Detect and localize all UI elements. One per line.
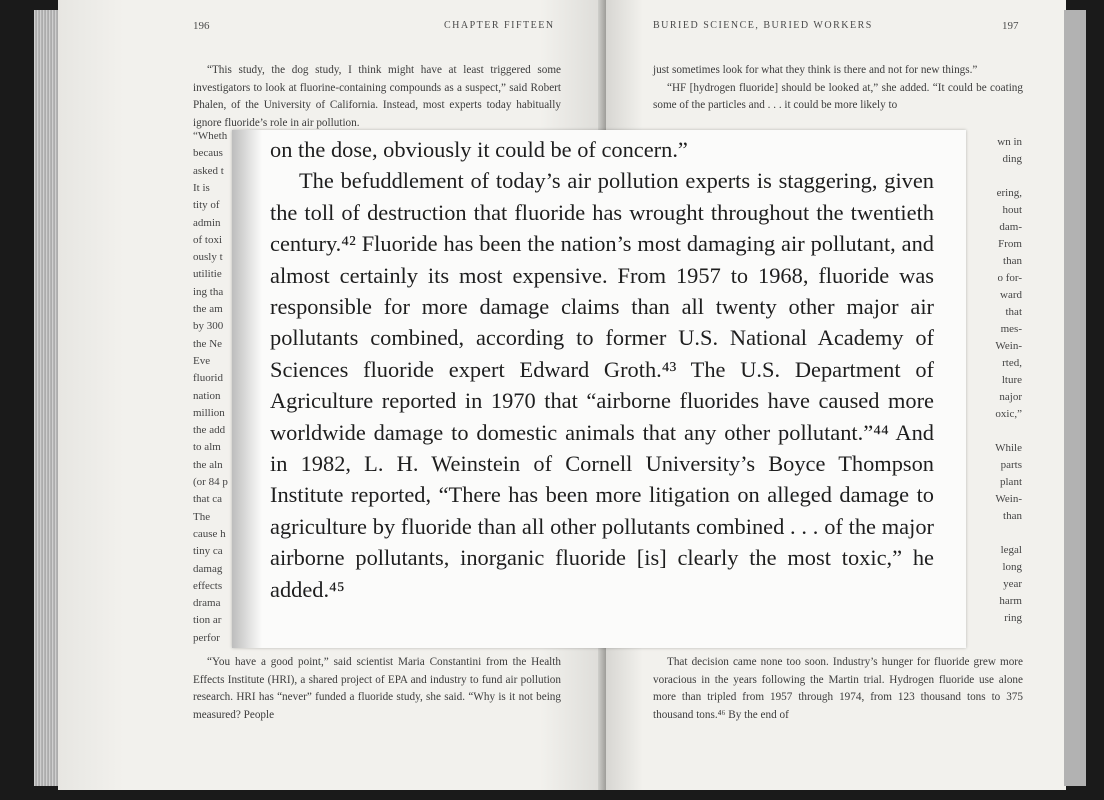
margin-fragment: ding [1002,153,1022,165]
margin-fragment: The [193,510,211,523]
left-bottom-paragraph: “You have a good point,” said scientist Maria Constantini from the Health Effects Institute (HRI), a shared project of EPA and industry to fund air pollution research. HRI has “never” funded a fluoride study, she said. “Why is it not being measured? People [193,656,561,721]
margin-fragment: by 300 [193,320,224,333]
margin-fragment: Wein- [995,340,1022,352]
margin-fragment: than [1003,255,1022,267]
left-top-paragraph: “This study, the dog study, I think might have at least triggered some investigators to look at fluorine-containing compounds as a suspect,” said Robert Phalen, of the University of California. Instead, most experts today habitually ignore fluoride’s role in air pollution. [193,64,561,129]
right-top-paragraphs [653,62,1023,115]
margin-fragment: From [998,238,1022,250]
margin-fragment: perfor [193,631,220,644]
left-page-number: 196 [193,20,210,32]
margin-fragment: the Ne [193,337,223,350]
margin-fragment: that ca [193,493,223,506]
right-page-number: 197 [1002,20,1019,32]
left-running-head: CHAPTER FIFTEEN [444,20,555,31]
margin-fragment: admin [193,216,221,229]
margin-fragment: najor [999,391,1022,403]
margin-fragment: fluorid [193,372,223,385]
margin-fragment: Eve [193,354,211,367]
margin-fragment: cause h [193,527,226,540]
margin-fragment: hout [1002,204,1022,216]
magnifier-shadow [232,130,262,648]
margin-fragment: dam- [999,221,1022,233]
magnified-first-line: on the dose, obviously it could be of concern.” [270,137,688,162]
margin-fragment: the am [193,303,223,315]
margin-fragment: ring [1004,612,1022,624]
margin-fragment: harm [999,595,1022,607]
margin-fragment: ing tha [193,285,224,298]
margin-fragment: “Wheth [193,130,228,142]
margin-fragment: million [193,406,225,419]
margin-fragment: utilitie [193,268,222,281]
margin-fragment: effects [193,579,223,592]
right-paragraph-2: “HF [hydrogen fluoride] should be looked at,” she added. “It could be coating some of the particles and . . . it could be more likely to [653,81,1023,111]
margin-fragment: long [1002,561,1022,573]
margin-fragment: oxic,” [995,408,1022,420]
margin-fragment: the add [193,424,226,437]
margin-fragment: tity of [193,199,220,212]
margin-fragment: that [1005,306,1022,318]
margin-fragment: wn in [997,136,1022,148]
margin-fragment: damag [193,562,223,575]
margin-fragment: Wein- [995,493,1022,505]
magnified-text [270,134,934,605]
margin-fragment: than [1003,510,1022,522]
margin-fragment: ward [1000,289,1022,301]
margin-fragment: of toxi [193,233,223,246]
margin-fragment: While [995,442,1022,454]
margin-fragment: ering, [996,187,1022,199]
right-running-head: BURIED SCIENCE, BURIED WORKERS [653,20,873,31]
margin-fragment: parts [1000,459,1022,471]
margin-fragment: mes- [1000,323,1022,335]
margin-fragment: ously t [193,251,223,264]
margin-fragment: tiny ca [193,545,223,558]
margin-fragment: nation [193,389,221,402]
margin-fragment: plant [1000,476,1022,488]
margin-fragment: rted, [1002,357,1022,369]
page-edges-left [34,10,60,786]
margin-fragment: lture [1001,374,1022,386]
right-paragraph-1: just sometimes look for what they think is there and not for new things.” [653,64,978,76]
margin-fragment: tion ar [193,614,222,627]
margin-fragment: becaus [193,147,223,160]
magnified-paragraph: The befuddlement of today’s air pollution experts is staggering, given the toll of destruction that fluoride has wrought throughout the twentieth century.⁴² Fluoride has been the nation’s most damaging air pollutant, and almost certainly its most expensive. From 1957 to 1968, fluoride was responsible for more damage claims than all twenty other major air pollutants combined, according to former U.S. National Academy of Sciences fluoride expert Edward Groth.⁴³ The U.S. Department of Agriculture reported in 1970 that “airborne fluorides have caused more worldwide damage to domestic animals that any other pollutant.”⁴⁴ And in 1982, L. H. Weinstein of Cornell University’s Boyce Thompson Institute reported, “There has been more litigation on alleged damage to agriculture by fluoride than all other pollutants combined . . . of the major airborne pollutants, inorganic fluoride [is] clearly the most toxic,” he added.⁴⁵ [270,168,934,602]
margin-fragment: year [1003,578,1022,590]
magnified-text-overlay [232,130,966,648]
margin-fragment: the aln [193,458,223,471]
margin-fragment: legal [1000,544,1022,556]
margin-fragment: o for- [997,272,1022,284]
page-edges-right [1064,10,1086,786]
margin-fragment: (or 84 p [193,476,228,488]
margin-fragment: drama [193,597,221,610]
margin-fragment: asked t [193,164,224,177]
right-bottom-paragraph: That decision came none too soon. Industry’s hunger for fluoride grew more voracious in the years following the Martin trial. Hydrogen fluoride use alone more than tripled from 1957 through 1974, from 123 thousand tons to 375 thousand tons.⁴⁶ By the end of [653,656,1023,721]
margin-fragment: It is [193,181,210,194]
margin-fragment: to alm [193,441,221,454]
